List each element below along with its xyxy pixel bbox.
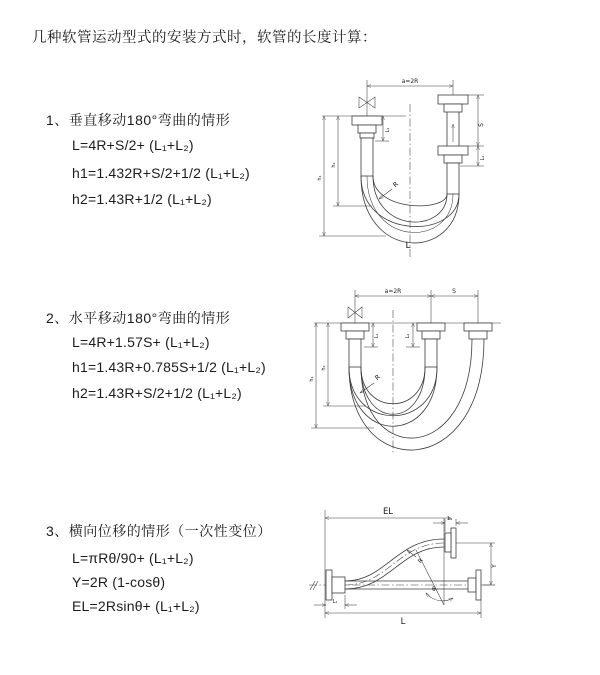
dim-label-h2: h₂ [331, 162, 337, 168]
section-3-formula-L: L=πRθ/90+ (L₁+L₂) [72, 550, 194, 566]
dim-label-l: L [400, 617, 406, 627]
left-fitting [352, 116, 382, 176]
braided-hose [349, 339, 361, 367]
middle-fitting [417, 323, 445, 367]
section-3-formula-EL: EL=2Rsinθ+ (L₁+L₂) [72, 598, 200, 614]
dim-label-r: R [391, 179, 401, 189]
section-1-formula-h2: h2=1.43R+1/2 (L₁+L₂) [72, 191, 212, 207]
dim-label-r: R [373, 372, 383, 382]
section-1-formula-L: L=4R+S/2+ (L₁+L₂) [72, 137, 194, 153]
diagram-lateral-displacement [303, 500, 598, 645]
dim-label-l2: L₂ [447, 516, 453, 522]
section-2-formula-h2: h2=1.43R+S/2+1/2 (L₁+L₂) [72, 385, 242, 401]
right-fitting [464, 323, 492, 339]
braided-hose [361, 138, 373, 176]
hose-u-arcs [349, 339, 484, 450]
dim-label-l2: L₂ [405, 333, 411, 339]
dim-label-el: EL [382, 507, 394, 517]
theta-arc [426, 593, 453, 601]
dim-label-h1: h₁ [309, 376, 315, 382]
section-3-heading: 3、横向位移的情形（一次性变位） [46, 523, 272, 539]
section-2-formula-L: L=4R+1.57S+ (L₁+L₂) [72, 334, 210, 350]
dim-label-h1: h₁ [317, 175, 323, 181]
diagram-vertical-180-bend [308, 70, 578, 260]
section-2-heading: 2、水平移动180°弯曲的情形 [46, 310, 231, 326]
section-1-heading: 1、垂直移动180°弯曲的情形 [46, 112, 231, 128]
dim-label-y: Y [491, 564, 498, 568]
top-right-flange [445, 528, 456, 558]
pipe-break-mark [310, 581, 318, 590]
left-flange [326, 570, 345, 600]
braided-hose [447, 163, 459, 194]
dim-label-l1: L₁ [385, 127, 391, 133]
dim-label-l1: L₁ [374, 333, 380, 339]
dim-label-l: L [405, 241, 411, 251]
dim-label-r: R [416, 557, 425, 565]
page-title: 几种软管运动型式的安装方式时，软管的长度计算： [32, 30, 377, 46]
dim-label-h2: h₂ [321, 365, 327, 371]
right-fitting-lower [438, 146, 468, 194]
dim-label-theta: θ [432, 586, 436, 593]
section-1-formula-h1: h1=1.432R+S/2+1/2 (L₁+L₂) [72, 165, 250, 181]
dim-label-l1: L₁ [332, 599, 338, 605]
dim-label-l2: L₂ [480, 155, 486, 161]
dim-label-s: S [478, 123, 485, 127]
displaced-hose [345, 539, 444, 589]
dim-label-a2r: a=2R [384, 288, 402, 295]
section-2-formula-h1: h1=1.43R+0.785S+1/2 (L₁+L₂) [72, 359, 266, 375]
diagram-horizontal-180-bend [306, 282, 591, 457]
dim-label-s: S [452, 288, 456, 295]
bottom-right-flange [468, 570, 481, 600]
section-3-formula-Y: Y=2R (1-cosθ) [72, 574, 166, 590]
dim-label-a2r: a=2R [401, 78, 419, 85]
left-fitting [341, 323, 369, 367]
braided-hose [425, 339, 437, 367]
